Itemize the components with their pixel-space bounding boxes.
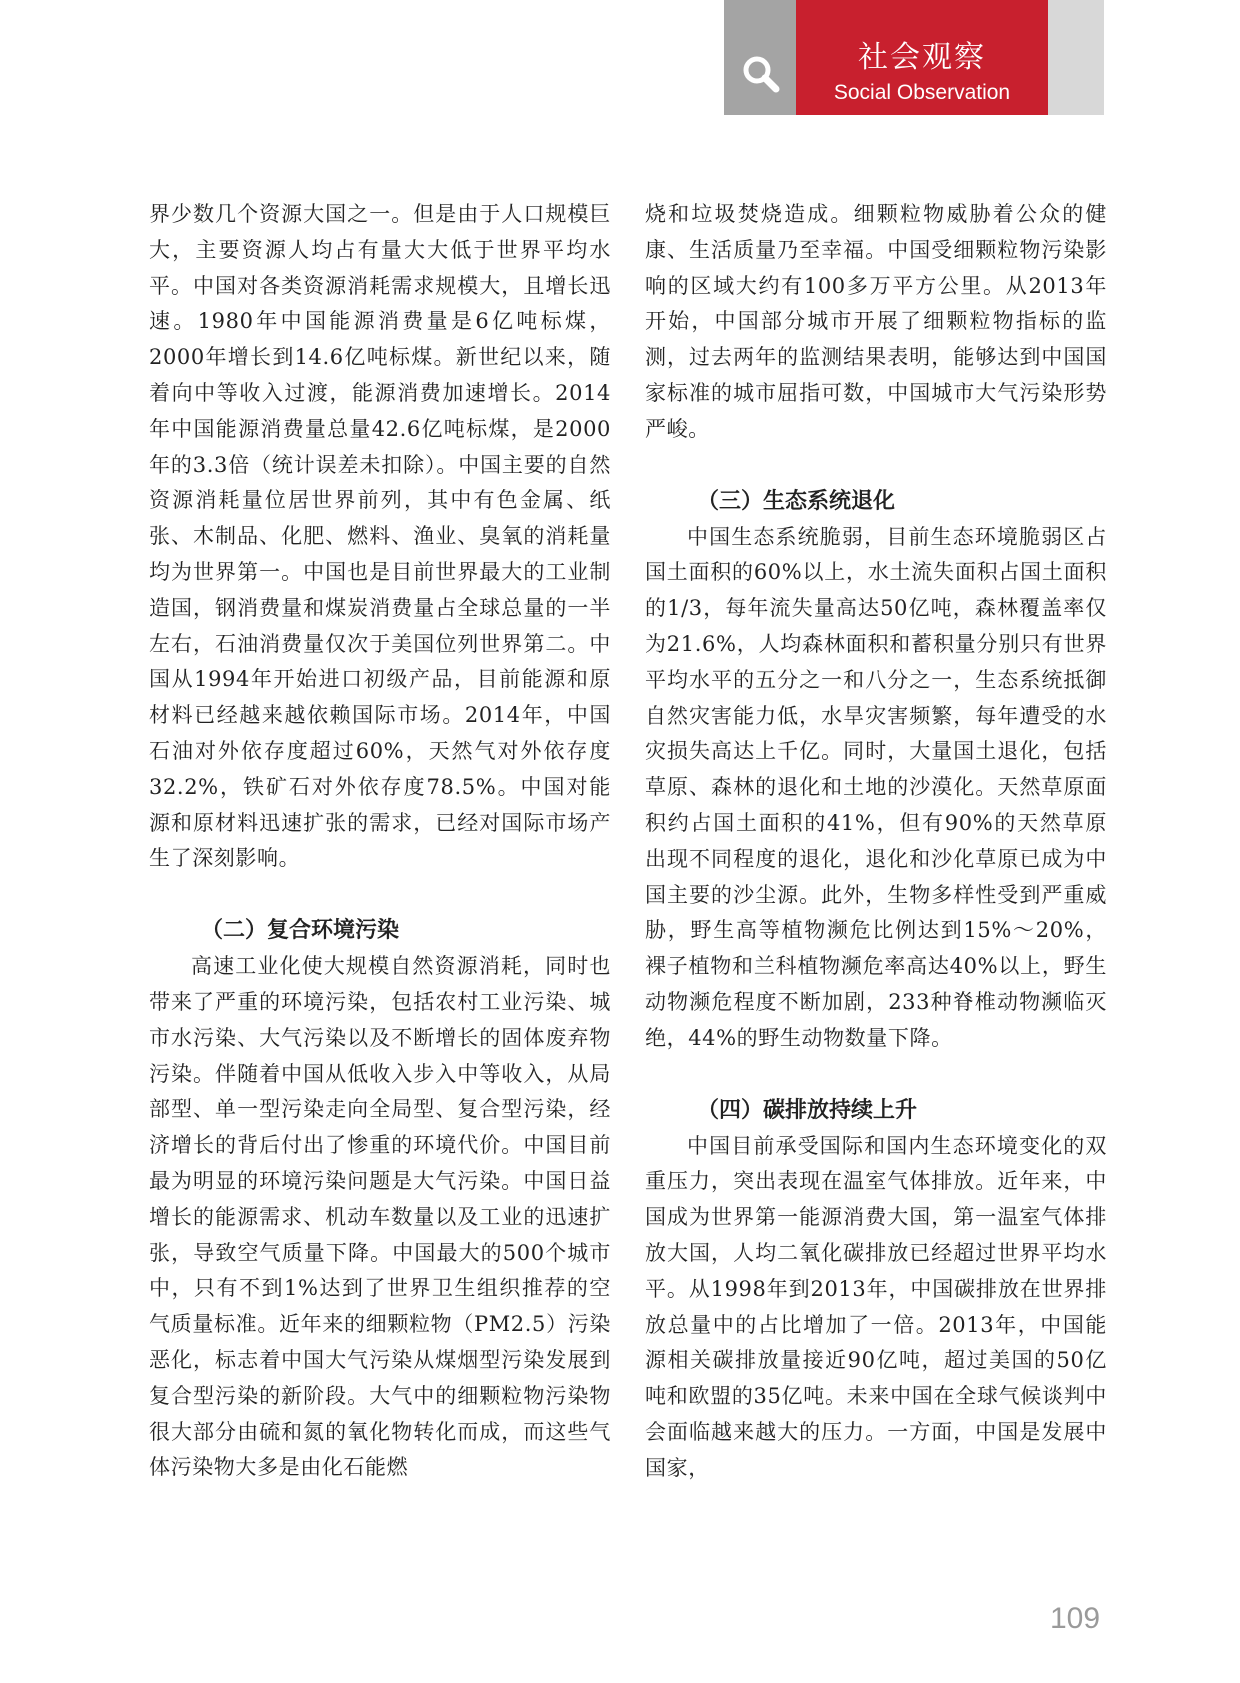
paragraph: 界少数几个资源大国之一。但是由于人口规模巨大，主要资源人均占有量大大低于世界平均水平。中国对各类资源消耗需求规模大，且增长迅速。1980年中国能源消费量是6亿吨标煤，2000年增长到14.6亿吨标煤。新世纪以来，随着向中等收入过渡，能源消费加速增长。2014年中国能源消费量总量42.6亿吨标煤，是2000年的3.3倍（统计误差未扣除）。中国主要的自然资源消耗量位居世界前列，其中有色金属、纸张、木制品、化肥、燃料、渔业、臭氧的消耗量均为世界第一。中国也是目前世界最大的工业制造国，钢消费量和煤炭消费量占全球总量的一半左右，石油消费量仅次于美国位列世界第二。中国从1994年开始进口初级产品，目前能源和原材料已经越来越依赖国际市场。2014年，中国石油对外依存度超过60%，天然气对外依存度32.2%，铁矿石对外依存度78.5%。中国对能源和原材料迅速扩张的需求，已经对国际市场产生了深刻影响。 <box>149 202 611 871</box>
right-column <box>645 197 1107 1487</box>
paragraph: 烧和垃圾焚烧造成。细颗粒物威胁着公众的健康、生活质量乃至幸福。中国受细颗粒物污染影响的区域大约有100多万平方公里。从2013年开始，中国部分城市开展了细颗粒物指标的监测，过去两年的监测结果表明，能够达到中国国家标准的城市屈指可数，中国城市大气污染形势严峻。 <box>645 202 1107 441</box>
section-heading: （四）碳排放持续上升 <box>697 1097 918 1123</box>
section-heading: （二）复合环境污染 <box>201 918 400 944</box>
header-light-block <box>1048 0 1104 115</box>
page-number: 109 <box>1050 1602 1101 1635</box>
section-heading: （三）生态系统退化 <box>697 488 896 514</box>
paragraph: 中国生态系统脆弱，目前生态环境脆弱区占国土面积的60%以上，水土流失面积占国土面积的1/3，每年流失量高达50亿吨，森林覆盖率仅为21.6%，人均森林面积和蓄积量分别只有世界平均水平的五分之一和八分之一，生态系统抵御自然灾害能力低，水旱灾害频繁，每年遭受的水灾损失高达上千亿。同时，大量国土退化，包括草原、森林的退化和土地的沙漠化。天然草原面积约占国土面积的41%，但有90%的天然草原出现不同程度的退化，退化和沙化草原已成为中国主要的沙尘源。此外，生物多样性受到严重威胁，野生高等植物濒危比例达到15%～20%，裸子植物和兰科植物濒危率高达40%以上，野生动物濒危程度不断加剧，233种脊椎动物濒临灭绝，44%的野生动物数量下降。 <box>645 524 1107 1050</box>
search-icon <box>741 54 781 94</box>
section-subtitle: Social Observation <box>833 81 1011 104</box>
paragraph: 中国目前承受国际和国内生态环境变化的双重压力，突出表现在温室气体排放。近年来，中国成为世界第一能源消费大国，第一温室气体排放大国，人均二氧化碳排放已经超过世界平均水平。从1998年到2013年，中国碳排放在世界排放总量中的占比增加了一倍。2013年，中国能源相关碳排放量接近90亿吨，超过美国的50亿吨和欧盟的35亿吨。未来中国在全球气候谈判中会面临越来越大的压力。一方面，中国是发展中国家， <box>645 1133 1107 1480</box>
section-header <box>724 0 1104 115</box>
section-title: 社会观察 <box>858 40 986 75</box>
left-column <box>149 197 611 1486</box>
header-gray-block <box>724 0 796 115</box>
paragraph: 高速工业化使大规模自然资源消耗，同时也带来了严重的环境污染，包括农村工业污染、城市水污染、大气污染以及不断增长的固体废弃物污染。伴随着中国从低收入步入中等收入，从局部型、单一型污染走向全局型、复合型污染，经济增长的背后付出了惨重的环境代价。中国目前最为明显的环境污染问题是大气污染。中国日益增长的能源需求、机动车数量以及工业的迅速扩张，导致空气质量下降。中国最大的500个城市中，只有不到1%达到了世界卫生组织推荐的空气质量标准。近年来的细颗粒物（PM2.5）污染恶化，标志着中国大气污染从煤烟型污染发展到复合型污染的新阶段。大气中的细颗粒物污染物很大部分由硫和氮的氧化物转化而成，而这些气体污染物大多是由化石能燃 <box>149 954 611 1480</box>
